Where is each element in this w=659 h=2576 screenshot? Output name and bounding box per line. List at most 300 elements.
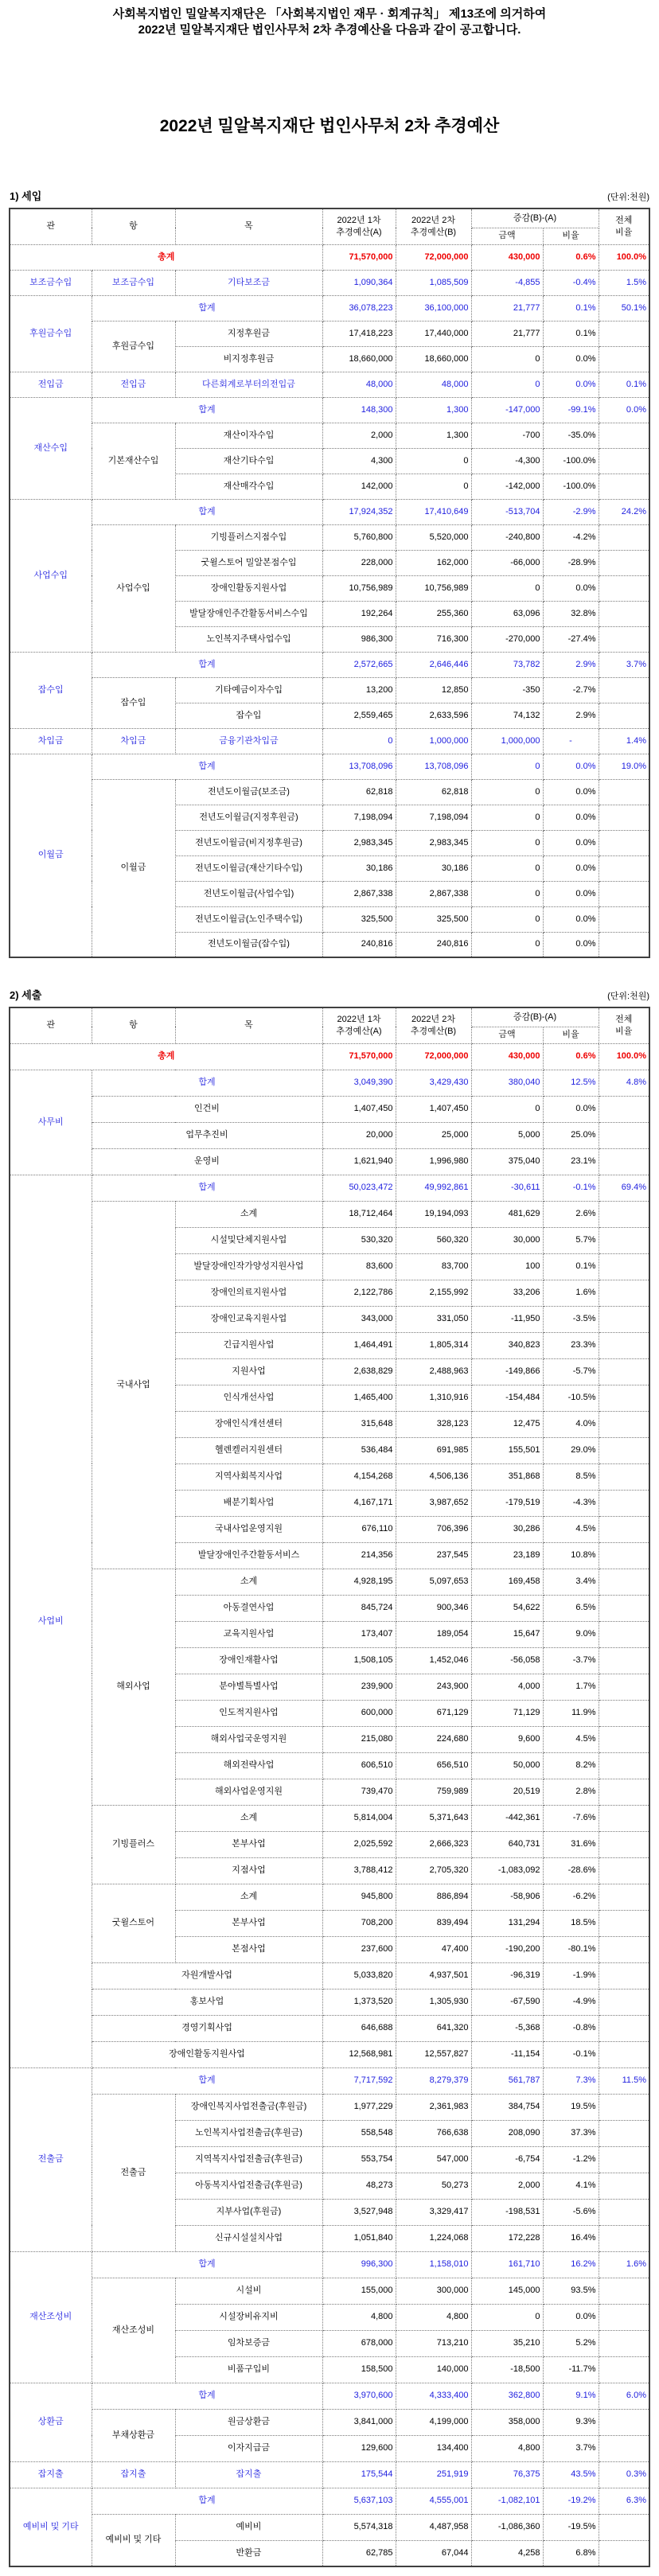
table-cell	[599, 474, 649, 499]
table-cell: 240,816	[322, 932, 396, 957]
table-cell: 장애인재활사업	[175, 1647, 322, 1674]
table-cell: 21,777	[471, 321, 543, 346]
table-cell: 4,555,001	[396, 2488, 471, 2514]
table-cell: 1,452,046	[396, 1647, 471, 1674]
table-cell: 430,000	[471, 244, 543, 270]
table-cell: 합계	[92, 2383, 322, 2409]
table-cell: -96,319	[471, 1962, 543, 1989]
revenue-table	[9, 208, 650, 958]
table-cell: 국내사업	[92, 1201, 175, 1569]
table-cell: 예비비	[175, 2514, 322, 2540]
table-cell: 예비비 및 기타	[10, 2488, 92, 2566]
table-cell: 713,210	[396, 2330, 471, 2356]
table-cell: -4.2%	[543, 524, 599, 550]
table-cell: 1,407,450	[322, 1096, 396, 1122]
table-cell: 사업수입	[10, 499, 92, 652]
table-cell: 합계	[92, 499, 322, 524]
table-cell: -0.4%	[543, 270, 599, 295]
table-cell: 장애인식개선센터	[175, 1411, 322, 1437]
table-cell: 173,407	[322, 1621, 396, 1647]
table-cell: -30,611	[471, 1175, 543, 1201]
table-cell: 1,305,930	[396, 1989, 471, 2015]
table-cell: 국내사업운영지원	[175, 1516, 322, 1542]
table-cell: -11.7%	[543, 2356, 599, 2383]
table-cell: 169,458	[471, 1569, 543, 1595]
table-cell: 헬렌켈러지원센터	[175, 1437, 322, 1463]
table-cell: 215,080	[322, 1726, 396, 1752]
table-cell: 4,937,501	[396, 1962, 471, 1989]
table-cell: 4.1%	[543, 2173, 599, 2199]
table-cell: 1,996,980	[396, 1148, 471, 1175]
table-row	[10, 677, 649, 703]
table-cell: 69.4%	[599, 1175, 649, 1201]
table-cell: 총계	[10, 1043, 322, 1070]
col-header-budget1-line2: 추경예산(A)	[336, 227, 382, 237]
table-cell: 1.4%	[599, 728, 649, 754]
table-cell: 장애인의료지원사업	[175, 1280, 322, 1306]
table-cell: 4,000	[471, 1674, 543, 1700]
table-cell: 0.0%	[543, 906, 599, 932]
table-cell: 0	[471, 575, 543, 601]
table-cell: 1,465,400	[322, 1385, 396, 1411]
col-header-gwan: 관	[10, 208, 92, 244]
table-cell: 1,224,068	[396, 2225, 471, 2251]
table-cell: -4.3%	[543, 1490, 599, 1516]
table-cell: 7,198,094	[396, 805, 471, 830]
table-cell: 9.0%	[543, 1621, 599, 1647]
table-cell: 시설비	[175, 2278, 322, 2304]
table-cell: 잡지출	[175, 2461, 322, 2488]
table-row	[10, 779, 649, 805]
table-cell: 175,544	[322, 2461, 396, 2488]
table-cell: 부채상환금	[92, 2409, 175, 2461]
table-cell: 74,132	[471, 703, 543, 728]
table-cell: 48,273	[322, 2173, 396, 2199]
table-cell: 237,545	[396, 1542, 471, 1569]
table-cell: 155,000	[322, 2278, 396, 2304]
table-cell: 17,440,000	[396, 321, 471, 346]
table-cell: 5.7%	[543, 1227, 599, 1253]
table-cell: 2,646,446	[396, 652, 471, 677]
table-cell: 30,286	[471, 1516, 543, 1542]
table-cell: 145,000	[471, 2278, 543, 2304]
table-cell: 지역복지사업전출금(후원금)	[175, 2146, 322, 2173]
table-cell: 1,508,105	[322, 1647, 396, 1674]
table-cell: 9,600	[471, 1726, 543, 1752]
col-header-gwan: 관	[10, 1007, 92, 1043]
table-cell: 671,129	[396, 1700, 471, 1726]
table-cell: -3.5%	[543, 1306, 599, 1332]
table-cell: 교육지원사업	[175, 1621, 322, 1647]
table-cell	[599, 423, 649, 448]
table-cell: -240,800	[471, 524, 543, 550]
table-cell: 5,637,103	[322, 2488, 396, 2514]
table-cell: 1,000,000	[396, 728, 471, 754]
table-cell: 18,712,464	[322, 1201, 396, 1227]
table-cell	[599, 626, 649, 652]
table-cell: -2.9%	[543, 499, 599, 524]
table-cell	[599, 1463, 649, 1490]
table-cell	[599, 1621, 649, 1647]
table-row	[10, 1122, 649, 1148]
table-cell: 331,050	[396, 1306, 471, 1332]
table-cell: 54,622	[471, 1595, 543, 1621]
table-cell: 2,572,665	[322, 652, 396, 677]
table-cell: 0.0%	[543, 830, 599, 855]
col-header-change: 증감(B)-(A)	[471, 208, 599, 228]
table-cell: 소계	[175, 1201, 322, 1227]
table-cell: -1.9%	[543, 1962, 599, 1989]
table-cell: 잡수입	[92, 677, 175, 728]
table-cell: 15,647	[471, 1621, 543, 1647]
table-cell: 380,040	[471, 1070, 543, 1096]
table-cell: 536,484	[322, 1437, 396, 1463]
table-cell: 10.8%	[543, 1542, 599, 1569]
table-cell: 3.7%	[543, 2435, 599, 2461]
table-cell: 2.8%	[543, 1779, 599, 1805]
table-cell: 전출금	[92, 2094, 175, 2251]
table-row	[10, 2015, 649, 2041]
table-cell	[599, 1253, 649, 1280]
table-cell: -6.2%	[543, 1884, 599, 1910]
table-cell: 5,520,000	[396, 524, 471, 550]
section-label-expense: 2) 세출	[10, 989, 42, 1001]
table-cell: 사업수입	[92, 524, 175, 652]
table-cell: 아동복지사업전출금(후원금)	[175, 2173, 322, 2199]
table-cell: 4.0%	[543, 1411, 599, 1437]
table-cell: 646,688	[322, 2015, 396, 2041]
table-cell: 비품구입비	[175, 2356, 322, 2383]
col-header-budget2-line2: 추경예산(B)	[410, 227, 457, 237]
table-cell	[599, 1201, 649, 1227]
table-cell: 0	[471, 779, 543, 805]
table-cell	[599, 1358, 649, 1385]
table-cell: 13,708,096	[322, 754, 396, 779]
table-cell: 100.0%	[599, 244, 649, 270]
table-cell: 이자지급금	[175, 2435, 322, 2461]
table-cell	[599, 1490, 649, 1516]
table-cell: -1.2%	[543, 2146, 599, 2173]
table-cell: 148,300	[322, 397, 396, 423]
table-row	[10, 754, 649, 779]
table-row	[10, 1989, 649, 2015]
table-cell: 32.8%	[543, 601, 599, 626]
table-cell: 11.5%	[599, 2067, 649, 2094]
notice-line2: 2022년 밀알복지재단 법인사무처 2차 추경예산을 다음과 같이 공고합니다.	[138, 23, 521, 37]
table-cell: -1,082,101	[471, 2488, 543, 2514]
table-cell: 192,264	[322, 601, 396, 626]
unit-label-revenue: (단위:천원)	[607, 193, 649, 202]
table-cell	[599, 550, 649, 575]
table-cell: -80.1%	[543, 1936, 599, 1962]
table-cell: 100.0%	[599, 1043, 649, 1070]
table-cell	[599, 1805, 649, 1831]
table-cell: 1,085,509	[396, 270, 471, 295]
table-cell: -179,519	[471, 1490, 543, 1516]
table-cell: 547,000	[396, 2146, 471, 2173]
table-cell: 19,194,093	[396, 1201, 471, 1227]
table-cell: 1,158,010	[396, 2251, 471, 2278]
table-cell: 62,785	[322, 2540, 396, 2566]
table-cell: 보조금수입	[10, 270, 92, 295]
table-cell	[599, 524, 649, 550]
table-cell: 6.0%	[599, 2383, 649, 2409]
table-cell	[599, 346, 649, 372]
table-cell	[599, 1437, 649, 1463]
table-row	[10, 1175, 649, 1201]
table-cell: 3.4%	[543, 1569, 599, 1595]
table-row	[10, 499, 649, 524]
page-title: 2022년 밀알복지재단 법인사무처 2차 추경예산	[159, 117, 500, 135]
table-cell: 251,919	[396, 2461, 471, 2488]
table-cell: 합계	[92, 1070, 322, 1096]
table-cell: 8,279,379	[396, 2067, 471, 2094]
table-cell: 0	[322, 728, 396, 754]
table-cell: 장애인교육지원사업	[175, 1306, 322, 1332]
table-cell: 83,700	[396, 1253, 471, 1280]
table-row	[10, 423, 649, 448]
col-header-budget2-line1: 2022년 2차	[411, 215, 455, 225]
table-cell: 후원금수입	[92, 321, 175, 372]
table-cell	[599, 1385, 649, 1411]
table-cell: 지점사업	[175, 1857, 322, 1884]
table-cell: 전년도이월금(재산기타수입)	[175, 855, 322, 881]
table-cell: 766,638	[396, 2120, 471, 2146]
unit-label-expense: (단위:천원)	[607, 992, 649, 1001]
table-cell: 640,731	[471, 1831, 543, 1857]
table-cell: 0.0%	[543, 2304, 599, 2330]
table-cell: 4,167,171	[322, 1490, 396, 1516]
table-cell: 553,754	[322, 2146, 396, 2173]
table-row	[10, 1962, 649, 1989]
table-row	[10, 244, 649, 270]
table-cell: 63,096	[471, 601, 543, 626]
table-cell: 0.0%	[543, 754, 599, 779]
table-cell: 17,418,223	[322, 321, 396, 346]
table-cell: 20,519	[471, 1779, 543, 1805]
table-cell	[599, 1700, 649, 1726]
table-cell: 158,500	[322, 2356, 396, 2383]
table-cell: 5,814,004	[322, 1805, 396, 1831]
table-cell: 운영비	[92, 1148, 322, 1175]
table-cell: 3,527,948	[322, 2199, 396, 2225]
table-cell: 19.0%	[599, 754, 649, 779]
table-cell	[599, 1674, 649, 1700]
table-cell	[599, 2199, 649, 2225]
table-cell	[599, 1884, 649, 1910]
table-cell: 716,300	[396, 626, 471, 652]
table-cell: 239,900	[322, 1674, 396, 1700]
table-cell: 0.1%	[543, 1253, 599, 1280]
table-row	[10, 321, 649, 346]
table-cell: 긴급지원사업	[175, 1332, 322, 1358]
table-cell: 0	[396, 448, 471, 474]
table-cell: 잡수입	[175, 703, 322, 728]
table-cell: 131,294	[471, 1910, 543, 1936]
table-cell: 31.6%	[543, 1831, 599, 1857]
table-cell: 12,557,827	[396, 2041, 471, 2067]
table-cell: 20,000	[322, 1122, 396, 1148]
table-cell: 5,371,643	[396, 1805, 471, 1831]
table-cell: 0.0%	[543, 855, 599, 881]
table-cell: 1,000,000	[471, 728, 543, 754]
table-cell: 3,329,417	[396, 2199, 471, 2225]
table-cell: 224,680	[396, 1726, 471, 1752]
table-cell: 33,206	[471, 1280, 543, 1306]
table-cell: 600,000	[322, 1700, 396, 1726]
table-cell: 비지정후원금	[175, 346, 322, 372]
table-cell: 2,867,338	[396, 881, 471, 906]
table-cell: 16.2%	[543, 2251, 599, 2278]
table-cell: 지정후원금	[175, 321, 322, 346]
table-cell: 0.6%	[543, 1043, 599, 1070]
table-cell	[599, 855, 649, 881]
table-cell: 71,570,000	[322, 1043, 396, 1070]
table-cell: 잡수입	[10, 652, 92, 728]
table-cell: 재산조성비	[92, 2278, 175, 2383]
table-cell: 641,320	[396, 2015, 471, 2041]
table-cell: 1.6%	[599, 2251, 649, 2278]
table-cell: 해외전략사업	[175, 1752, 322, 1779]
col-header-mok: 목	[175, 1007, 322, 1043]
table-cell	[599, 2330, 649, 2356]
table-cell: -	[543, 728, 599, 754]
table-cell: 기타예금이자수입	[175, 677, 322, 703]
table-cell: 325,500	[322, 906, 396, 932]
table-cell: 총계	[10, 244, 322, 270]
table-cell: 606,510	[322, 1752, 396, 1779]
table-cell: 분야별특별사업	[175, 1674, 322, 1700]
table-row	[10, 372, 649, 397]
table-cell: 전입금	[92, 372, 175, 397]
table-cell: 18,660,000	[396, 346, 471, 372]
table-cell: 35,210	[471, 2330, 543, 2356]
table-cell: -0.1%	[543, 1175, 599, 1201]
table-cell: 2,867,338	[322, 881, 396, 906]
table-cell: 상환금	[10, 2383, 92, 2461]
table-cell: 재산조성비	[10, 2251, 92, 2383]
table-cell: 13,200	[322, 677, 396, 703]
table-cell: 해외사업운영지원	[175, 1779, 322, 1805]
table-cell: 전년도이월금(잡수입)	[175, 932, 322, 957]
table-cell	[599, 1936, 649, 1962]
table-cell: 1,300	[396, 397, 471, 423]
table-cell: 5,033,820	[322, 1962, 396, 1989]
table-cell: 900,346	[396, 1595, 471, 1621]
table-cell: 343,000	[322, 1306, 396, 1332]
table-cell: 인건비	[92, 1096, 322, 1122]
table-cell: 0.3%	[599, 2461, 649, 2488]
table-cell: 4,199,000	[396, 2409, 471, 2435]
table-cell: -4,855	[471, 270, 543, 295]
table-cell: 50,023,472	[322, 1175, 396, 1201]
table-cell	[599, 1516, 649, 1542]
table-cell: 소계	[175, 1569, 322, 1595]
table-cell: 21,777	[471, 295, 543, 321]
notice-line1: 사회복지법인 밀알복지재단은 「사회복지법인 재무 · 회계규칙」 제13조에 의거하여	[112, 7, 547, 21]
table-cell: 50,000	[471, 1752, 543, 1779]
table-cell: 30,186	[396, 855, 471, 881]
table-cell: 이월금	[92, 779, 175, 957]
table-cell: -442,361	[471, 1805, 543, 1831]
table-cell: 2,638,829	[322, 1358, 396, 1385]
table-cell	[599, 1726, 649, 1752]
table-cell: 18,660,000	[322, 346, 396, 372]
table-cell: 315,648	[322, 1411, 396, 1437]
table-cell: 48,000	[322, 372, 396, 397]
col-header-budget1-line1: 2022년 1차	[337, 1014, 381, 1024]
table-cell: 3,788,412	[322, 1857, 396, 1884]
table-cell: 24.2%	[599, 499, 649, 524]
table-cell: 2,983,345	[322, 830, 396, 855]
table-cell: 기타보조금	[175, 270, 322, 295]
table-cell: 인식개선사업	[175, 1385, 322, 1411]
table-cell: 208,090	[471, 2120, 543, 2146]
col-header-mok: 목	[175, 208, 322, 244]
table-row	[10, 1096, 649, 1122]
table-cell: 1,300	[396, 423, 471, 448]
table-cell: 362,800	[471, 2383, 543, 2409]
table-cell: 691,985	[396, 1437, 471, 1463]
table-cell: -5.6%	[543, 2199, 599, 2225]
table-cell: 676,110	[322, 1516, 396, 1542]
table-cell	[599, 2304, 649, 2330]
table-cell: 잡지출	[10, 2461, 92, 2488]
table-cell: 558,548	[322, 2120, 396, 2146]
table-cell: 155,501	[471, 1437, 543, 1463]
table-cell: 6.8%	[543, 2540, 599, 2566]
table-cell	[599, 881, 649, 906]
table-cell: 0	[471, 754, 543, 779]
table-cell: 2,122,786	[322, 1280, 396, 1306]
table-cell: 후원금수입	[10, 295, 92, 372]
table-cell: 430,000	[471, 1043, 543, 1070]
table-cell	[599, 2278, 649, 2304]
table-cell: 36,100,000	[396, 295, 471, 321]
table-cell	[599, 1280, 649, 1306]
table-cell: 기본재산수입	[92, 423, 175, 499]
table-cell: -513,704	[471, 499, 543, 524]
table-cell: 원금상환금	[175, 2409, 322, 2435]
table-cell: 0.6%	[543, 244, 599, 270]
table-cell: 3,987,652	[396, 1490, 471, 1516]
table-cell: 2,666,323	[396, 1831, 471, 1857]
table-cell: -58,906	[471, 1884, 543, 1910]
table-cell: 134,400	[396, 2435, 471, 2461]
col-header-budget2-line2: 추경예산(B)	[410, 1026, 457, 1036]
table-cell: 본부사업	[175, 1910, 322, 1936]
col-header-budget1	[322, 1007, 396, 1043]
table-cell: 전입금	[10, 372, 92, 397]
table-cell: -28.6%	[543, 1857, 599, 1884]
table-row	[10, 728, 649, 754]
table-cell: 759,989	[396, 1779, 471, 1805]
table-cell: -7.6%	[543, 1805, 599, 1831]
table-cell: -350	[471, 677, 543, 703]
col-header-budget2	[396, 1007, 471, 1043]
table-cell: 4,928,195	[322, 1569, 396, 1595]
table-cell: 30,000	[471, 1227, 543, 1253]
table-row	[10, 2383, 649, 2409]
table-cell: 739,470	[322, 1779, 396, 1805]
table-cell: 72,000,000	[396, 244, 471, 270]
table-cell: 886,894	[396, 1884, 471, 1910]
table-cell: 0.0%	[543, 805, 599, 830]
table-cell: 142,000	[322, 474, 396, 499]
table-cell: 0.0%	[599, 397, 649, 423]
table-row	[10, 270, 649, 295]
table-cell: 4.5%	[543, 1726, 599, 1752]
